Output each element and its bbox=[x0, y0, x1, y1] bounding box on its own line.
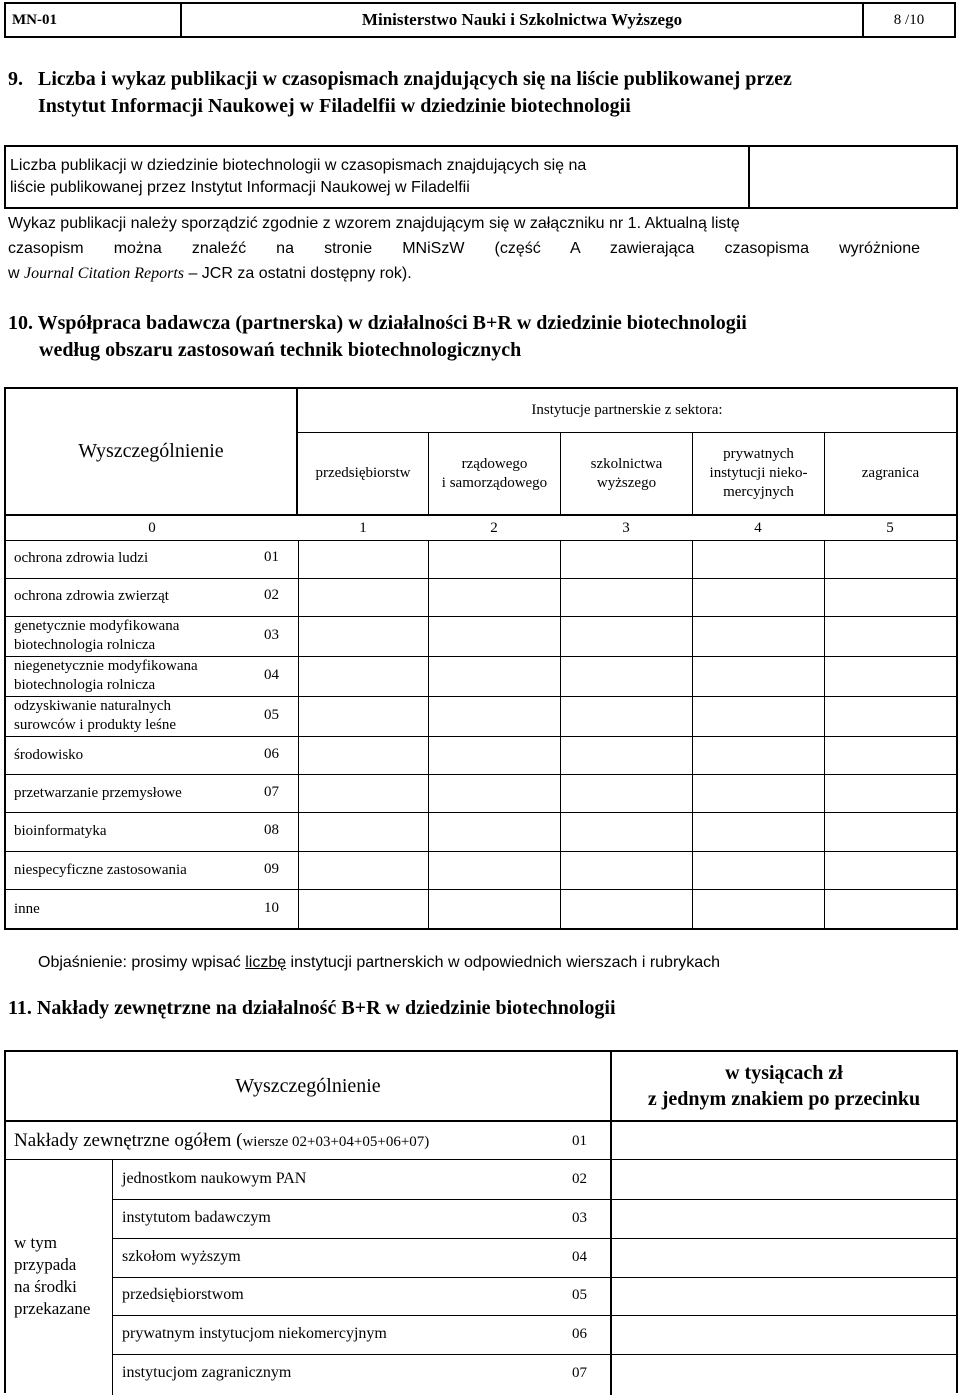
row-label-industrial-processing: przetwarzanie przemysłowe bbox=[14, 785, 182, 801]
row-label-animal-health: ochrona zdrowia zwierząt bbox=[14, 588, 169, 604]
section-10-title bbox=[8, 310, 938, 364]
row-code: 06 bbox=[264, 746, 279, 762]
column-number: 3 bbox=[622, 519, 630, 536]
row-code: 06 bbox=[572, 1326, 587, 1342]
column-number: 0 bbox=[148, 519, 156, 536]
row-code: 04 bbox=[572, 1249, 587, 1265]
row-label-other: inne bbox=[14, 901, 40, 917]
instructions-line3 bbox=[8, 261, 920, 286]
row-label-universities: szkołom wyższym bbox=[122, 1248, 241, 1265]
section-9-number: 9. bbox=[8, 68, 23, 90]
row-code: 02 bbox=[572, 1171, 587, 1187]
section-10-title-line1: Współpraca badawcza (partnerska) w działalności B+R w dziedzinie biotechnologii bbox=[37, 312, 747, 334]
instructions-line3-pre: w bbox=[8, 265, 24, 282]
publication-count-box bbox=[4, 145, 958, 209]
page-number: 8 /10 bbox=[893, 11, 925, 28]
group-label-line: na środki bbox=[14, 1277, 77, 1296]
explanation-note bbox=[38, 954, 720, 972]
group-label-of-which bbox=[14, 1232, 90, 1320]
row-label-non-gm-agri bbox=[14, 657, 198, 695]
explanation-post: instytucji partnerskich w odpowiednich wierszach i rubrykach bbox=[286, 954, 721, 971]
row-code: 03 bbox=[264, 627, 279, 643]
row-label-private-nonprofit: prywatnym instytucjom niekomercyjnym bbox=[122, 1325, 387, 1342]
explanation-underlined: liczbę bbox=[245, 954, 287, 971]
column-header-line: szkolnictwa bbox=[590, 455, 663, 472]
column-header-line: prywatnych bbox=[723, 446, 794, 462]
column-header-enterprises bbox=[298, 433, 428, 514]
external-expenditure-table bbox=[4, 1050, 958, 1393]
row-label-natural-resources bbox=[14, 697, 176, 735]
column-header-line: mercyjnych bbox=[723, 484, 794, 500]
column-header-line: wyższego bbox=[596, 474, 657, 491]
row-label-pan-units: jednostkom naukowym PAN bbox=[122, 1170, 307, 1187]
total-formula: wiersze 02+03+04+05+06+07) bbox=[242, 1134, 430, 1150]
row-label-line: biotechnologia rolnicza bbox=[14, 677, 156, 693]
section-10-title-line2: według obszaru zastosowań technik biotechnologicznych bbox=[39, 339, 522, 361]
instructions-line2: czasopism można znaleźć na stronie MNiSzW (część A zawierająca czasopisma wyróżnione bbox=[8, 240, 920, 257]
row-code: 01 bbox=[264, 549, 279, 565]
group-label-line: przypada bbox=[14, 1255, 77, 1274]
column-header-specification: Wyszczególnienie bbox=[78, 440, 224, 462]
section-9-title-line2: Instytut Informacji Naukowej w Filadelfii w dziedzinie biotechnologii bbox=[38, 95, 631, 117]
row-code: 05 bbox=[264, 707, 279, 723]
row-label-foreign-institutions: instytucjom zagranicznym bbox=[122, 1364, 292, 1381]
instructions-line3-post: – JCR za ostatni dostępny rok). bbox=[184, 265, 412, 282]
cooperation-table bbox=[4, 387, 958, 930]
column-header-line: rządowego bbox=[461, 455, 528, 472]
publication-count-input[interactable] bbox=[748, 147, 956, 207]
row-code: 02 bbox=[264, 587, 279, 603]
column-number: 4 bbox=[754, 519, 762, 536]
section-10-number: 10. bbox=[8, 312, 33, 334]
group-label-line: w tym bbox=[14, 1233, 57, 1252]
row-label-bioinformatics: bioinformatyka bbox=[14, 823, 107, 839]
row-code: 07 bbox=[264, 784, 279, 800]
row-code: 04 bbox=[264, 667, 279, 683]
publication-count-label-line1: Liczba publikacji w dziedzinie biotechnologii w czasopismach znajdujących się na bbox=[10, 157, 587, 174]
column-header-line: przedsiębiorstw bbox=[315, 465, 411, 481]
group-label-line: przekazane bbox=[14, 1299, 91, 1318]
column-header-higher-education bbox=[561, 433, 692, 514]
column-header-value-unit bbox=[612, 1052, 956, 1120]
row-label-line: surowców i produkty leśne bbox=[14, 717, 177, 733]
row-code: 03 bbox=[572, 1210, 587, 1226]
row-code: 07 bbox=[572, 1365, 587, 1381]
section-9-instructions bbox=[8, 211, 920, 286]
row-label-enterprises: przedsiębiorstwom bbox=[122, 1286, 244, 1303]
column-header-line: instytucji nieko- bbox=[709, 465, 808, 481]
total-label: Nakłady zewnętrzne ogółem ( bbox=[14, 1130, 243, 1151]
column-header-line: i samorządowego bbox=[441, 474, 548, 491]
column-number: 2 bbox=[490, 519, 498, 536]
column-number: 5 bbox=[886, 519, 894, 536]
row-code: 01 bbox=[572, 1133, 587, 1149]
value-header-line: w tysiącach zł bbox=[725, 1062, 843, 1084]
section-9-title bbox=[8, 66, 938, 120]
column-header-private-nonprofit bbox=[693, 433, 824, 514]
column-header-line: zagranica bbox=[861, 465, 920, 481]
ministry-name: Ministerstwo Nauki i Szkolnictwa Wyższego bbox=[182, 4, 864, 36]
publication-count-label-line2: liście publikowanej przez Instytut Informacji Naukowej w Filadelfii bbox=[10, 179, 470, 196]
row-label-non-specific: niespecyficzne zastosowania bbox=[14, 862, 187, 878]
column-header-government bbox=[429, 433, 560, 514]
row-code: 08 bbox=[264, 822, 279, 838]
column-number: 1 bbox=[359, 519, 367, 536]
row-label-line: biotechnologia rolnicza bbox=[14, 637, 156, 653]
row-label-line: niegenetycznie modyfikowana bbox=[14, 658, 198, 674]
column-header-abroad bbox=[825, 433, 956, 514]
page-header bbox=[4, 2, 956, 38]
jcr-title: Journal Citation Reports bbox=[24, 265, 184, 282]
publication-count-label bbox=[10, 155, 735, 199]
row-label-line: genetycznie modyfikowana bbox=[14, 618, 180, 634]
row-label-human-health: ochrona zdrowia ludzi bbox=[14, 550, 149, 566]
row-code: 05 bbox=[572, 1287, 587, 1303]
column-header-specification: Wyszczególnienie bbox=[235, 1074, 381, 1097]
instructions-line1: Wykaz publikacji należy sporządzić zgodnie z wzorem znajdującym się w załączniku nr 1. Aktualną listę bbox=[8, 215, 740, 232]
group-header-partner-institutions: Instytucje partnerskie z sektora: bbox=[531, 402, 723, 418]
row-label-line: odzyskiwanie naturalnych bbox=[14, 698, 172, 714]
section-11-title: 11. Nakłady zewnętrzne na działalność B+R w dziedzinie biotechnologii bbox=[8, 997, 616, 1019]
section-9-title-line1: Liczba i wykaz publikacji w czasopismach znajdujących się na liście publikowanej przez bbox=[38, 68, 792, 90]
row-label-environment: środowisko bbox=[14, 747, 84, 763]
value-header-line: z jednym znakiem po przecinku bbox=[647, 1088, 921, 1110]
row-label-gm-agri bbox=[14, 617, 179, 655]
row-label-research-institutes: instytutom badawczym bbox=[122, 1209, 271, 1226]
form-code: MN-01 bbox=[6, 4, 182, 36]
row-code: 09 bbox=[264, 861, 279, 877]
row-label-total bbox=[14, 1130, 429, 1152]
explanation-pre: Objaśnienie: prosimy wpisać bbox=[38, 954, 246, 971]
row-code: 10 bbox=[264, 900, 279, 916]
